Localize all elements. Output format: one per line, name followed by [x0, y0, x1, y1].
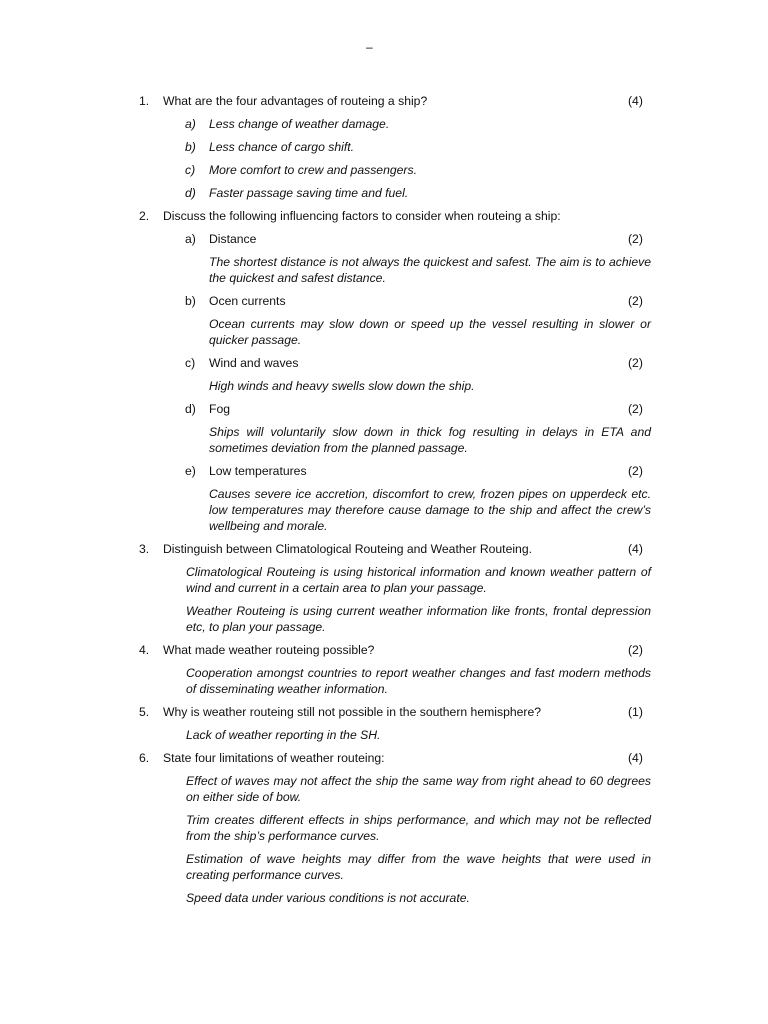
item-text: Faster passage saving time and fuel.: [209, 186, 409, 200]
sub-letter: d): [185, 402, 196, 416]
document-body: [0, 93, 768, 913]
item-letter: c): [185, 163, 196, 177]
sub-marks: (2): [628, 464, 643, 478]
sub-question: [0, 231, 768, 247]
item-text: Less chance of cargo shift.: [209, 140, 354, 154]
sub-letter: e): [185, 464, 196, 478]
question-number: 2.: [139, 209, 150, 223]
answer-paragraph: Cooperation amongst countries to report weather changes and fast modern methods of disseminating weather information.: [186, 666, 651, 696]
question-3: [0, 541, 768, 557]
question-6: [0, 750, 768, 766]
answer-item: [0, 139, 768, 155]
item-text: More comfort to crew and passengers.: [209, 163, 417, 177]
item-letter: a): [185, 117, 196, 131]
question-5: [0, 704, 768, 720]
answer-paragraph: High winds and heavy swells slow down the ship.: [209, 379, 475, 393]
page-mark: –: [366, 40, 373, 54]
question-text: Discuss the following influencing factors to consider when routeing a ship:: [163, 209, 561, 223]
item-letter: b): [185, 140, 196, 154]
question-marks: (4): [628, 542, 643, 556]
question-4: [0, 642, 768, 658]
question-marks: (4): [628, 751, 643, 765]
question-number: 6.: [139, 751, 150, 765]
sub-title: Wind and waves: [209, 356, 299, 370]
question-2: [0, 208, 768, 224]
question-text: What made weather routeing possible?: [163, 643, 375, 657]
question-number: 4.: [139, 643, 150, 657]
answer-paragraph: Trim creates different effects in ships performance, and which may not be reflected from the ship’s performance curves.: [186, 813, 651, 843]
sub-title: Distance: [209, 232, 257, 246]
answer-item: [0, 116, 768, 132]
question-text: State four limitations of weather routeing:: [163, 751, 385, 765]
answer-item: [0, 185, 768, 201]
sub-question: [0, 463, 768, 479]
answer-paragraph: Ships will voluntarily slow down in thick fog resulting in delays in ETA and sometimes deviation from the planned passage.: [209, 425, 651, 455]
answer-paragraph: Climatological Routeing is using historical information and known weather pattern of wind and current in a certain area to plan your passage.: [186, 565, 651, 595]
item-text: Less change of weather damage.: [209, 117, 390, 131]
answer-paragraph: The shortest distance is not always the quickest and safest. The aim is to achieve the quickest and safest distance.: [209, 255, 651, 285]
sub-title: Ocen currents: [209, 294, 286, 308]
sub-letter: b): [185, 294, 196, 308]
sub-letter: a): [185, 232, 196, 246]
sub-title: Low temperatures: [209, 464, 307, 478]
question-number: 5.: [139, 705, 150, 719]
question-text: Distinguish between Climatological Routeing and Weather Routeing.: [163, 542, 532, 556]
answer-paragraph: Lack of weather reporting in the SH.: [186, 728, 381, 742]
question-number: 3.: [139, 542, 150, 556]
sub-marks: (2): [628, 402, 643, 416]
answer-item: [0, 162, 768, 178]
question-number: 1.: [139, 94, 150, 108]
sub-title: Fog: [209, 402, 231, 416]
question-text: Why is weather routeing still not possible in the southern hemisphere?: [163, 705, 542, 719]
question-marks: (4): [628, 94, 643, 108]
answer-paragraph: Causes severe ice accretion, discomfort to crew, frozen pipes on upperdeck etc. low temperatures may therefore cause damage to the ship and affect the crew’s wellbeing and morale.: [209, 487, 651, 533]
question-1: [0, 93, 768, 109]
answer-paragraph: Speed data under various conditions is not accurate.: [186, 891, 470, 905]
sub-letter: c): [185, 356, 196, 370]
answer-paragraph: Weather Routeing is using current weather information like fronts, frontal depression etc, to plan your passage.: [186, 604, 651, 634]
answer-paragraph: Effect of waves may not affect the ship the same way from right ahead to 60 degrees on either side of bow.: [186, 774, 651, 804]
sub-question: [0, 401, 768, 417]
sub-marks: (2): [628, 356, 643, 370]
question-marks: (2): [628, 643, 643, 657]
answer-paragraph: Estimation of wave heights may differ from the wave heights that were used in creating performance curves.: [186, 852, 651, 882]
sub-question: [0, 293, 768, 309]
sub-marks: (2): [628, 294, 643, 308]
question-text: What are the four advantages of routeing a ship?: [163, 94, 428, 108]
sub-question: [0, 355, 768, 371]
sub-marks: (2): [628, 232, 643, 246]
item-letter: d): [185, 186, 196, 200]
question-marks: (1): [628, 705, 643, 719]
answer-paragraph: Ocean currents may slow down or speed up the vessel resulting in slower or quicker passage.: [209, 317, 651, 347]
